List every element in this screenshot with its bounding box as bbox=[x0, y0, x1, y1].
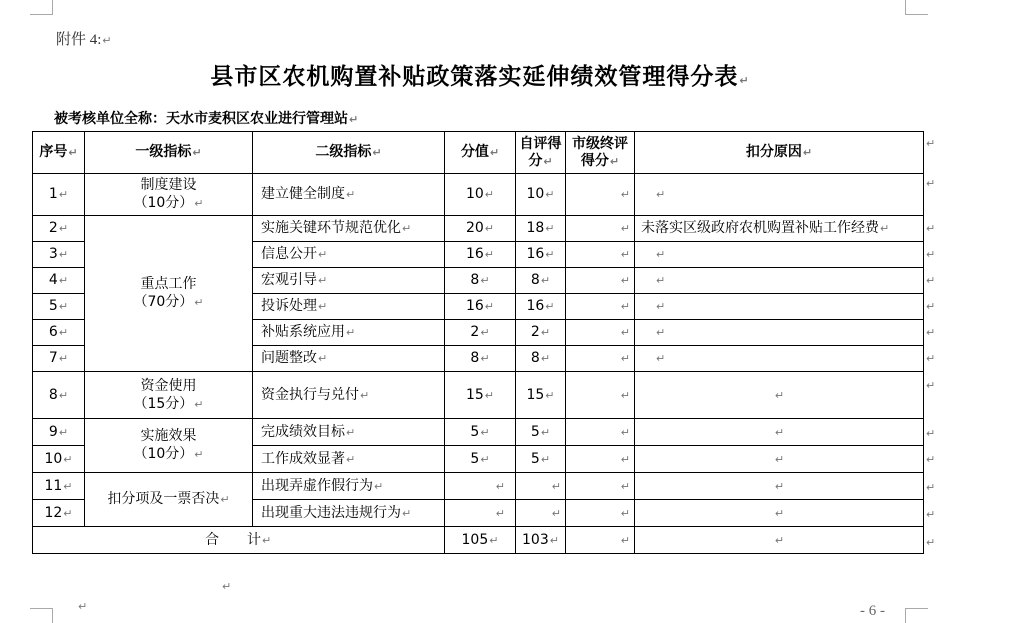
item-cell: 工作成效显著↵ bbox=[253, 446, 445, 473]
score-cell: 20↵ bbox=[445, 216, 516, 242]
city-score-cell: ↵ bbox=[566, 294, 635, 320]
header-score: 分值↵ bbox=[445, 132, 516, 174]
reason-cell: ↵ bbox=[635, 473, 924, 500]
item-cell: 问题整改↵ bbox=[253, 346, 445, 372]
city-score-cell: ↵ bbox=[566, 268, 635, 294]
crop-mark-top-right bbox=[905, 0, 928, 15]
self-score-cell: 15↵ bbox=[516, 372, 566, 419]
city-score-cell: ↵ bbox=[566, 372, 635, 419]
score-cell: 8↵ bbox=[445, 346, 516, 372]
reason-cell: ↵ bbox=[635, 446, 924, 473]
self-score-cell: 5↵ bbox=[516, 419, 566, 446]
row-no: 4↵ bbox=[33, 268, 85, 294]
score-cell: 15↵ bbox=[445, 372, 516, 419]
crop-mark-bottom-right bbox=[905, 608, 928, 623]
item-cell: 信息公开↵ bbox=[253, 242, 445, 268]
row-end-mark: ↵ bbox=[926, 222, 936, 235]
row-no: 2↵ bbox=[33, 216, 85, 242]
row-no: 9↵ bbox=[33, 419, 85, 446]
item-cell: 补贴系统应用↵ bbox=[253, 320, 445, 346]
row-no: 3↵ bbox=[33, 242, 85, 268]
assessed-unit: 被考核单位全称：天水市麦积区农业进行管理站↵ bbox=[54, 111, 359, 127]
row-end-mark: ↵ bbox=[926, 536, 936, 549]
row-end-mark: ↵ bbox=[926, 326, 936, 339]
self-score-cell: 10↵ bbox=[516, 174, 566, 216]
score-cell: 8↵ bbox=[445, 268, 516, 294]
self-score-cell: 16↵ bbox=[516, 242, 566, 268]
group-cell: 重点工作 （70分）↵ bbox=[85, 216, 253, 372]
reason-cell: ↵ bbox=[635, 242, 924, 268]
city-score-cell: ↵ bbox=[566, 320, 635, 346]
crop-mark-top-left bbox=[30, 0, 53, 15]
row-no: 10↵ bbox=[33, 446, 85, 473]
total-reason: ↵ bbox=[635, 527, 924, 554]
city-score-cell: ↵ bbox=[566, 419, 635, 446]
city-score-cell: ↵ bbox=[566, 216, 635, 242]
city-score-cell: ↵ bbox=[566, 446, 635, 473]
group-cell: 制度建设 （10分）↵ bbox=[85, 174, 253, 216]
item-cell: 建立健全制度↵ bbox=[253, 174, 445, 216]
city-score-cell: ↵ bbox=[566, 346, 635, 372]
table-row bbox=[33, 174, 924, 216]
row-end-mark: ↵ bbox=[926, 137, 936, 150]
item-cell: 出现重大违法违规行为↵ bbox=[253, 500, 445, 527]
item-cell: 资金执行与兑付↵ bbox=[253, 372, 445, 419]
table-header-row bbox=[33, 132, 924, 174]
row-end-mark: ↵ bbox=[926, 427, 936, 440]
page-number: - 6 - bbox=[860, 603, 885, 619]
self-score-cell: 8↵ bbox=[516, 268, 566, 294]
table-row bbox=[33, 372, 924, 419]
row-no: 7↵ bbox=[33, 346, 85, 372]
reason-cell: ↵ bbox=[635, 294, 924, 320]
reason-cell: ↵ bbox=[635, 174, 924, 216]
page-title: 县市区农机购置补贴政策落实延伸绩效管理得分表↵ bbox=[210, 64, 750, 90]
attachment-label: 附件 4:↵ bbox=[56, 32, 112, 48]
total-self-score: 103↵ bbox=[516, 527, 566, 554]
group-cell: 实施效果 （10分）↵ bbox=[85, 419, 253, 473]
paragraph-mark: ↵ bbox=[222, 580, 232, 593]
self-score-cell: 5↵ bbox=[516, 446, 566, 473]
reason-cell: ↵ bbox=[635, 372, 924, 419]
total-row bbox=[33, 527, 924, 554]
row-no: 1↵ bbox=[33, 174, 85, 216]
header-reason: 扣分原因↵ bbox=[635, 132, 924, 174]
item-cell: 完成绩效目标↵ bbox=[253, 419, 445, 446]
table-row bbox=[33, 216, 924, 242]
row-no: 6↵ bbox=[33, 320, 85, 346]
row-end-mark: ↵ bbox=[926, 274, 936, 287]
city-score-cell: ↵ bbox=[566, 174, 635, 216]
crop-mark-bottom-left bbox=[30, 608, 53, 623]
total-city-score: ↵ bbox=[566, 527, 635, 554]
score-cell: 2↵ bbox=[445, 320, 516, 346]
row-no: 12↵ bbox=[33, 500, 85, 527]
row-end-mark: ↵ bbox=[926, 379, 936, 392]
header-level2: 二级指标↵ bbox=[253, 132, 445, 174]
reason-cell: ↵ bbox=[635, 268, 924, 294]
score-table bbox=[32, 131, 924, 554]
self-score-cell: 2↵ bbox=[516, 320, 566, 346]
reason-cell: 未落实区级政府农机购置补贴工作经费↵ bbox=[635, 216, 924, 242]
reason-cell: ↵ bbox=[635, 346, 924, 372]
row-no: 5↵ bbox=[33, 294, 85, 320]
paragraph-mark: ↵ bbox=[78, 600, 88, 613]
row-end-mark: ↵ bbox=[926, 508, 936, 521]
reason-cell: ↵ bbox=[635, 419, 924, 446]
score-cell: ↵ bbox=[445, 473, 516, 500]
reason-cell: ↵ bbox=[635, 320, 924, 346]
item-cell: 实施关键环节规范优化↵ bbox=[253, 216, 445, 242]
total-label: 合 计↵ bbox=[33, 527, 445, 554]
row-end-mark: ↵ bbox=[926, 352, 936, 365]
city-score-cell: ↵ bbox=[566, 500, 635, 527]
row-no: 11↵ bbox=[33, 473, 85, 500]
total-score: 105↵ bbox=[445, 527, 516, 554]
item-cell: 出现弄虚作假行为↵ bbox=[253, 473, 445, 500]
row-end-mark: ↵ bbox=[926, 453, 936, 466]
header-level1: 一级指标↵ bbox=[85, 132, 253, 174]
header-self-score: 自评得分↵ bbox=[516, 132, 566, 174]
score-cell: 5↵ bbox=[445, 446, 516, 473]
header-city-score: 市级终评得分↵ bbox=[566, 132, 635, 174]
self-score-cell: 18↵ bbox=[516, 216, 566, 242]
score-cell: 10↵ bbox=[445, 174, 516, 216]
score-cell: 16↵ bbox=[445, 242, 516, 268]
city-score-cell: ↵ bbox=[566, 242, 635, 268]
self-score-cell: ↵ bbox=[516, 500, 566, 527]
row-end-mark: ↵ bbox=[926, 248, 936, 261]
score-cell: 16↵ bbox=[445, 294, 516, 320]
table-row bbox=[33, 473, 924, 500]
group-cell: 扣分项及一票否决↵ bbox=[85, 473, 253, 527]
table-row bbox=[33, 419, 924, 446]
score-cell: ↵ bbox=[445, 500, 516, 527]
score-cell: 5↵ bbox=[445, 419, 516, 446]
self-score-cell: 8↵ bbox=[516, 346, 566, 372]
reason-cell: ↵ bbox=[635, 500, 924, 527]
row-end-mark: ↵ bbox=[926, 481, 936, 494]
self-score-cell: ↵ bbox=[516, 473, 566, 500]
row-end-mark: ↵ bbox=[926, 177, 936, 190]
city-score-cell: ↵ bbox=[566, 473, 635, 500]
group-cell: 资金使用 （15分）↵ bbox=[85, 372, 253, 419]
row-end-mark: ↵ bbox=[926, 300, 936, 313]
item-cell: 投诉处理↵ bbox=[253, 294, 445, 320]
row-no: 8↵ bbox=[33, 372, 85, 419]
item-cell: 宏观引导↵ bbox=[253, 268, 445, 294]
header-no: 序号↵ bbox=[33, 132, 85, 174]
self-score-cell: 16↵ bbox=[516, 294, 566, 320]
